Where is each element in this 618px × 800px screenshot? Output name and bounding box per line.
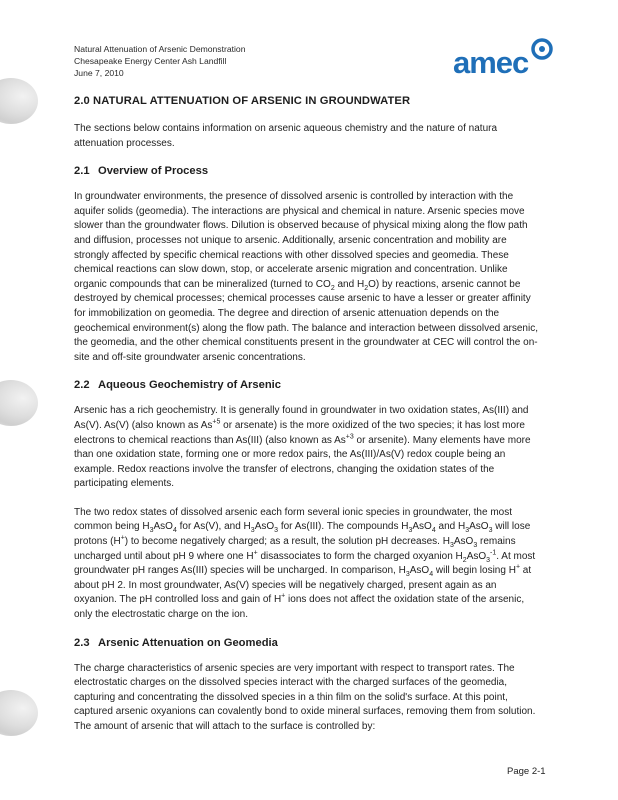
geochemistry-paragraph-1: Arsenic has a rich geochemistry. It is generally found in groundwater in two oxidation states, As(III) and As(V). As(V) (also known as $As^{+5}$ or arsenate) is the more oxidized of the two species; it has lost more electrons to chemical reactions than As(III) (also known as $As^{+3}$ or arsenite). Many elements have more than one oxidation state, forming one or more redox pairs, the As(III)/As(V) redox couple being an example. Redox reactions involve the transfer of electrons, changing the oxidation states of the participating elements. (74, 405, 531, 490)
overview-paragraph: In groundwater environments, the presence of dissolved arsenic is controlled by interaction with the aquifer solids (geomedia). The interactions are physical and chemical in nature. Arsenic species move slower than the groundwater flows. Dilution is observed because of physical mixing along the flow path and diffusion, processes not unique to arsenic. Additionally, arsenic concentration and mobility are strongly affected by specific chemical reactions with other dissolved species and geomedia. These chemical reactions can slow down, stop, or accelerate arsenic migration and concentration. Unlike organic compounds that can be mineralized (turned to $CO_2$ and $H_2O$) by reactions, arsenic cannot be destroyed by chemical processes; chemical processes cause arsenic to have a lesser or greater affinity for immobilization on geomedia. The degree and direction of arsenic attenuation depends on the geochemical environment(s) along the flow path. The balance and interaction between dissolved arsenic, the geomedia, and the other chemical constituents present in the groundwater at CEC will control the on-site and off-site groundwater arsenic concentrations. (74, 191, 538, 363)
header-date: June 7, 2010 (74, 68, 124, 78)
subsection-heading-2-3 (74, 636, 542, 650)
header-site-name: Chesapeake Energy Center Ash Landfill (74, 56, 227, 66)
subsection-number: 2.2 (74, 379, 90, 392)
subsection-heading-2-1 (74, 164, 542, 178)
subsection-title: Arsenic Attenuation on Geomedia (98, 636, 278, 649)
subsection-heading-2-2 (74, 378, 542, 392)
section-intro: The sections below contains information on arsenic aqueous chemistry and the nature of natura attenuation processes. (74, 123, 498, 149)
subsection-number: 2.3 (74, 636, 90, 649)
binder-hole (0, 690, 38, 736)
subsection-title: Overview of Process (98, 165, 209, 178)
document-header (74, 43, 246, 79)
attenuation-paragraph: The charge characteristics of arsenic species are very important with respect to transport rates. The electrostatic charges on the dissolved species interact with the charged surfaces of the geomedia, capturing and concentrating the dissolved species in a thin film on the solid's surface. At this point, captured arsenic oxyanions can covalently bond to oxide mineral surfaces, removing them from solution. The amount of arsenic that will attach to the surface is controlled by: (74, 662, 536, 732)
binder-hole (0, 380, 38, 426)
section-title: 2.0 NATURAL ATTENUATION OF ARSENIC IN GROUNDWATER (74, 95, 411, 107)
header-project-title: Natural Attenuation of Arsenic Demonstration (74, 44, 246, 54)
amec-logo (453, 38, 555, 80)
page-number: Page 2-1 (507, 766, 546, 777)
logo-text: amec (453, 45, 529, 80)
document-body (74, 94, 542, 735)
subsection-title: Aqueous Geochemistry of Arsenic (98, 379, 281, 392)
binder-hole (0, 78, 38, 124)
logo-globe-icon (531, 38, 553, 60)
subsection-number: 2.1 (74, 165, 90, 178)
geochemistry-paragraph-2: The two redox states of dissolved arsenic each form several ionic species in groundwater, the most common being $H_3AsO_4$ for As(V), and $H_3AsO_3$ for As(III). The compounds $H_3AsO_4$ and $H_3AsO_3$ will lose protons (H+) to become negatively charged; as a result, the solution pH decreases. $H_3AsO_3$ remains uncharged until about pH 9 where one H+ disassociates to form the charged oxyanion $H_2AsO_3^{-1}$. At most groundwater pH ranges As(III) species will be uncharged. In comparison, $H_3AsO_4$ will begin losing H+ at about pH 2. In most groundwater, As(V) species will be negatively charged, present again as an oxyanion. The pH controlled loss and gain of H+ ions does not affect the oxidation state of the arsenic, only the electrostatic charge on the ion. (74, 506, 536, 621)
